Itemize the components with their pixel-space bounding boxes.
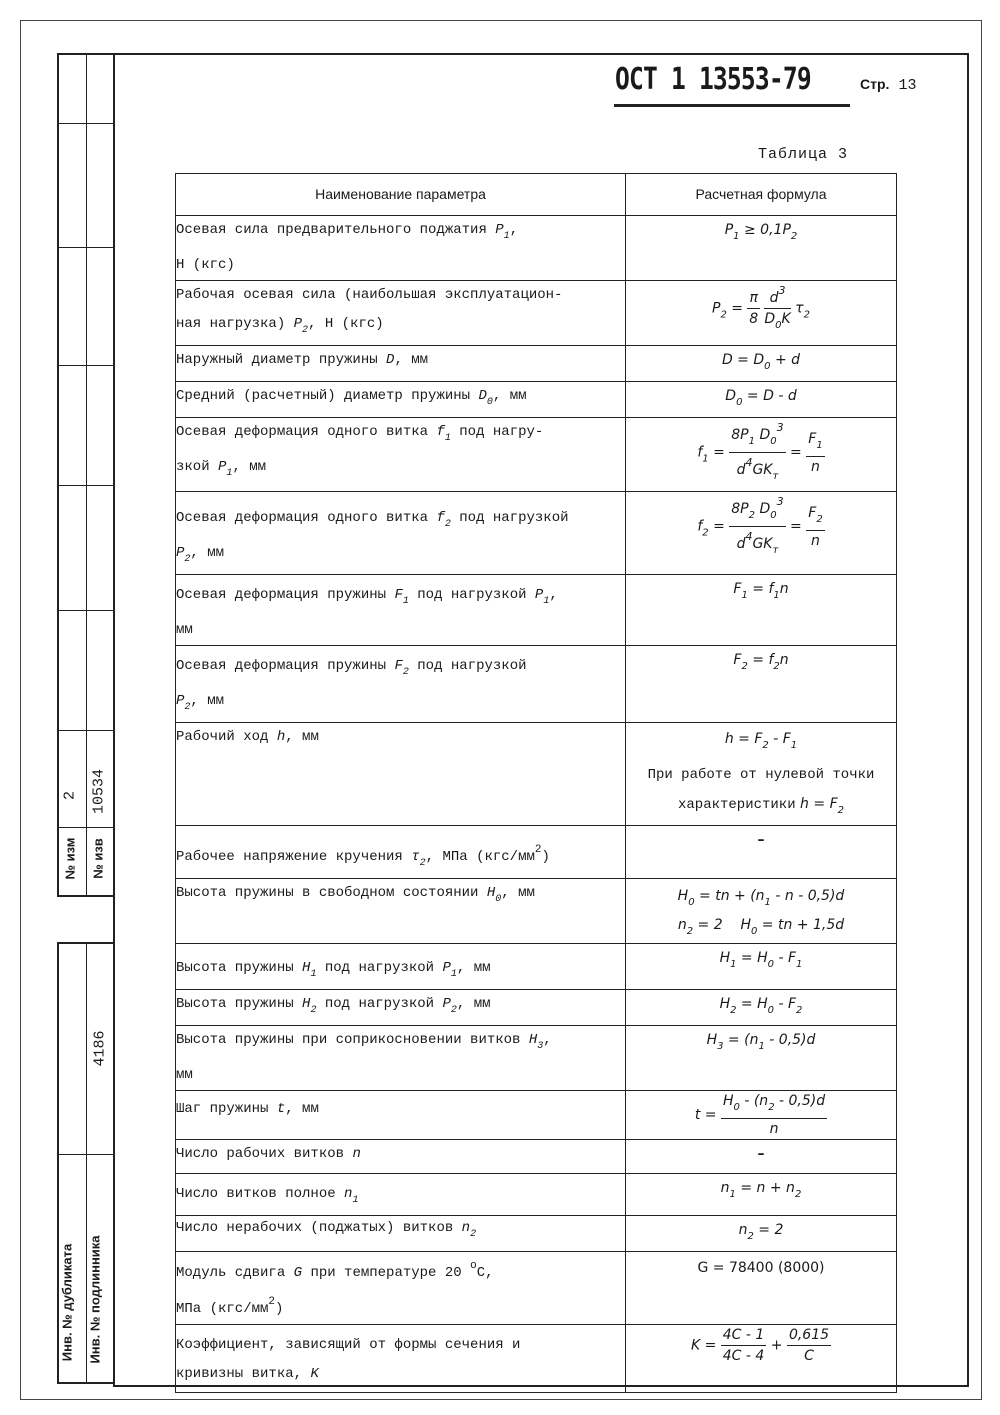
param-cell: Высота пружины в свободном состоянии $H_0$, мм bbox=[176, 879, 626, 944]
formula-cell: $D = D_0 + d$ bbox=[626, 346, 897, 382]
table-row bbox=[176, 418, 897, 492]
param-cell: Модуль сдвига G при температуре 20 $^o$С, МПа $(кгс/мм^2)$ bbox=[176, 1252, 626, 1325]
formula-cell: $f_2$ = $\frac{8P_2 D_0^3}{d^4GK_т}$ = $\frac{F_2}{n}$ bbox=[626, 492, 897, 575]
formula-cell: $P_2$ = $\frac{\pi}{8}$ $\frac{d^3}{D_0K}$ $\tau_2$ bbox=[626, 281, 897, 346]
param-cell: Высота пружины при соприкосновении витков $H_3$, мм bbox=[176, 1026, 626, 1091]
page-number bbox=[860, 76, 916, 94]
spring-parameters-table bbox=[175, 173, 897, 1393]
page-label: Стр. bbox=[860, 76, 890, 92]
formula-cell: $H_3 = (n_1 - 0,5)d$ bbox=[626, 1026, 897, 1091]
param-cell: Высота пружины $H_1$ под нагрузкой $P_1$, мм bbox=[176, 944, 626, 990]
formula-cell: $h = F_2 - F_1$ При работе от нулевой точки характеристики $h = F_2$ bbox=[626, 723, 897, 826]
formula-cell: K = $\frac{4C - 1}{4C - 4}$ + $\frac{0,615}{C}$ bbox=[626, 1325, 897, 1393]
param-cell: Осевая сила предварительного поджатия $P_1$, Н (кгс) bbox=[176, 216, 626, 281]
formula-cell: $D_0 = D - d$ bbox=[626, 382, 897, 418]
table-row bbox=[176, 1026, 897, 1091]
original-inventory-label: Инв. № подлинника bbox=[87, 1235, 103, 1364]
duplicate-inventory-label: Инв. № дубликата bbox=[59, 1243, 75, 1362]
formula-cell: t = $\frac{H_0 - (n_2 - 0,5)d}{n}$ bbox=[626, 1091, 897, 1140]
param-cell: Осевая деформация пружины $F_1$ под нагрузкой $P_1$, мм bbox=[176, 575, 626, 646]
formula-cell: – bbox=[626, 1140, 897, 1174]
column-header-formula: Расчетная формула bbox=[626, 174, 897, 216]
param-cell: Рабочее напряжение кручения $\tau_2$, МПа $(кгс/мм^2)$ bbox=[176, 826, 626, 879]
table-row bbox=[176, 990, 897, 1026]
table-row bbox=[176, 646, 897, 723]
formula-cell: $P_1 \ge 0,1P_2$ bbox=[626, 216, 897, 281]
table-row bbox=[176, 1252, 897, 1325]
original-inventory-value: 4186 bbox=[91, 1030, 109, 1067]
param-cell: Осевая деформация пружины $F_2$ под нагрузкой $P_2$, мм bbox=[176, 646, 626, 723]
change-number-label: № изм bbox=[62, 837, 78, 880]
param-cell: Шаг пружины t, мм bbox=[176, 1091, 626, 1140]
formula-cell: – bbox=[626, 826, 897, 879]
change-number-value: 2 bbox=[61, 791, 79, 801]
table-row bbox=[176, 944, 897, 990]
table-row bbox=[176, 346, 897, 382]
table-title: Таблица 3 bbox=[758, 146, 849, 163]
formula-cell: $H_1 = H_0 - F_1$ bbox=[626, 944, 897, 990]
table-row bbox=[176, 1140, 897, 1174]
table-row bbox=[176, 492, 897, 575]
notice-number-label: № изв bbox=[90, 838, 106, 879]
formula-cell: $f_1$ = $\frac{8P_1 D_0^3}{d^4GK_т}$ = $\frac{F_1}{n}$ bbox=[626, 418, 897, 492]
formula-cell: $n_1 = n + n_2$ bbox=[626, 1174, 897, 1216]
formula-cell: $H_0$ = tn + ($n_1$ - n - 0,5)d $n_2 = 2$ $H_0$ = tn + 1,5d bbox=[626, 879, 897, 944]
table-row bbox=[176, 382, 897, 418]
param-cell: Наружный диаметр пружины D, мм bbox=[176, 346, 626, 382]
formula-cell: $F_1 = f_1n$ bbox=[626, 575, 897, 646]
table-row bbox=[176, 1091, 897, 1140]
param-cell: Рабочая осевая сила (наибольшая эксплуатацион- ная нагрузка) $P_2$, Н (кгс) bbox=[176, 281, 626, 346]
notice-number-value: 10534 bbox=[90, 769, 108, 815]
table-row bbox=[176, 1325, 897, 1393]
document-code: ОСТ 1 13553-79 bbox=[615, 62, 811, 97]
table-header-row bbox=[176, 174, 897, 216]
param-cell: Число витков полное $n_1$ bbox=[176, 1174, 626, 1216]
formula-cell: G = 78400 (8000) bbox=[626, 1252, 897, 1325]
param-cell: Число нерабочих (поджатых) витков $n_2$ bbox=[176, 1216, 626, 1252]
table-row bbox=[176, 723, 897, 826]
table-row bbox=[176, 281, 897, 346]
param-cell: Средний (расчетный) диаметр пружины $D_0$, мм bbox=[176, 382, 626, 418]
table-row bbox=[176, 826, 897, 879]
table-row bbox=[176, 1174, 897, 1216]
column-header-parameter: Наименование параметра bbox=[176, 174, 626, 216]
param-cell: Осевая деформация одного витка $f_2$ под нагрузкой $P_2$, мм bbox=[176, 492, 626, 575]
param-cell: Рабочий ход h, мм bbox=[176, 723, 626, 826]
table-row bbox=[176, 216, 897, 281]
param-cell: Высота пружины $H_2$ под нагрузкой $P_2$, мм bbox=[176, 990, 626, 1026]
param-cell: Осевая деформация одного витка $f_1$ под нагру- зкой $P_1$, мм bbox=[176, 418, 626, 492]
document-code-underline bbox=[614, 104, 850, 107]
param-cell: Число рабочих витков n bbox=[176, 1140, 626, 1174]
table-row bbox=[176, 879, 897, 944]
formula-cell: $H_2 = H_0 - F_2$ bbox=[626, 990, 897, 1026]
table-row bbox=[176, 575, 897, 646]
page-number-value: 13 bbox=[898, 77, 917, 94]
formula-cell: $n_2 = 2$ bbox=[626, 1216, 897, 1252]
param-cell: Коэффициент, зависящий от формы сечения и кривизны витка, K bbox=[176, 1325, 626, 1393]
table-row bbox=[176, 1216, 897, 1252]
formula-cell: $F_2 = f_2n$ bbox=[626, 646, 897, 723]
